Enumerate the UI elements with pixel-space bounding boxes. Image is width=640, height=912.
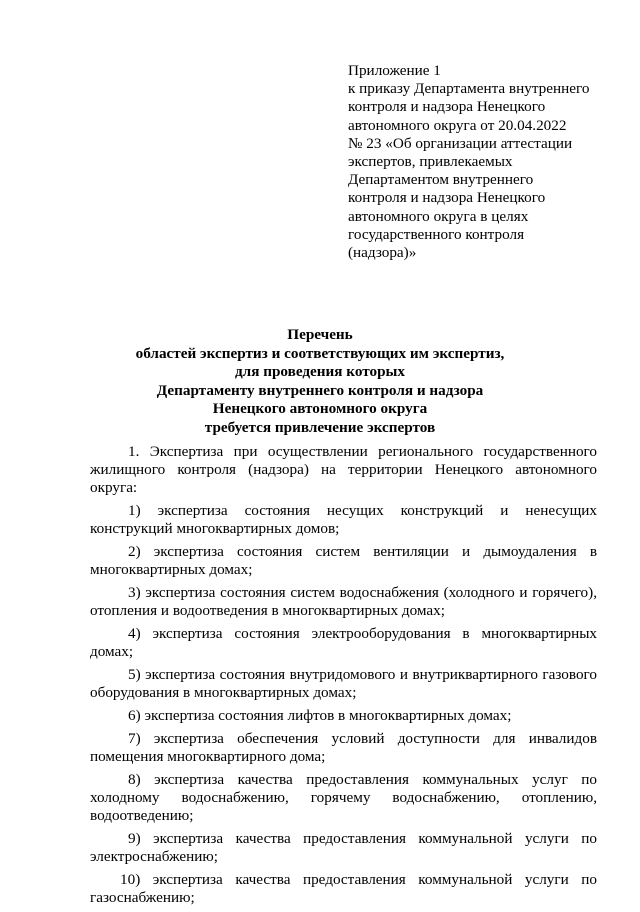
appendix-line: Приложение 1 <box>348 62 441 79</box>
list-item: 2) экспертиза состояния систем вентиляции и дымоудаления в многоквартирных домах; <box>90 543 597 578</box>
list-item: 8) экспертиза качества предоставления коммунальных услуг по холодному водоснабжению, горячему водоснабжению, отоплению, водоотведению; <box>90 771 597 824</box>
appendix-line: к приказу Департамента внутреннего <box>348 80 590 98</box>
title-line: Ненецкого автономного округа <box>212 400 428 418</box>
section-paragraph: 1. Экспертиза при осуществлении регионального государственного жилищного контроля (надзора) на территории Ненецкого автономного округа: <box>90 443 597 496</box>
title-line: Перечень <box>287 326 353 343</box>
list-item: 4) экспертиза состояния электрооборудования в многоквартирных домах; <box>90 625 597 660</box>
appendix-line: экспертов, привлекаемых <box>348 153 513 171</box>
appendix-line: (надзора)» <box>348 244 417 262</box>
list-item: 7) экспертиза обеспечения условий доступности для инвалидов помещения многоквартирного дома; <box>90 730 597 765</box>
title-line: областей экспертиз и соответствующих им экспертиз, <box>135 344 505 362</box>
document-body <box>90 443 597 912</box>
list-item: 3) экспертиза состояния систем водоснабжения (холодного и горячего), отопления и водоотведения в многоквартирных домах; <box>90 584 597 619</box>
title-line: требуется привлечение экспертов <box>204 418 436 436</box>
document-title <box>90 326 550 438</box>
list-item: 5) экспертиза состояния внутридомового и внутриквартирного газового оборудования в многоквартирных домах; <box>90 666 597 701</box>
appendix-line: автономного округа в целях <box>348 207 529 225</box>
appendix-line: автономного округа от 20.04.2022 <box>348 116 567 134</box>
list-item: 9) экспертиза качества предоставления коммунальной услуги по электроснабжению; <box>90 830 597 865</box>
appendix-line: контроля и надзора Ненецкого <box>348 189 546 207</box>
appendix-line: государственного контроля <box>348 225 525 243</box>
appendix-header <box>348 62 598 262</box>
title-line: для проведения которых <box>234 363 405 381</box>
appendix-line: контроля и надзора Ненецкого <box>348 98 546 116</box>
list-item: 1) экспертиза состояния несущих конструкций и ненесущих конструкций многоквартирных домов; <box>90 502 597 537</box>
appendix-line: Департаментом внутреннего <box>348 171 534 189</box>
appendix-line: № 23 «Об организации аттестации <box>348 134 573 152</box>
title-line: Департаменту внутреннего контроля и надзора <box>156 381 484 399</box>
list-item: 10) экспертиза качества предоставления коммунальной услуги по газоснабжению; <box>90 871 597 906</box>
list-item: 6) экспертиза состояния лифтов в многоквартирных домах; <box>128 707 512 724</box>
